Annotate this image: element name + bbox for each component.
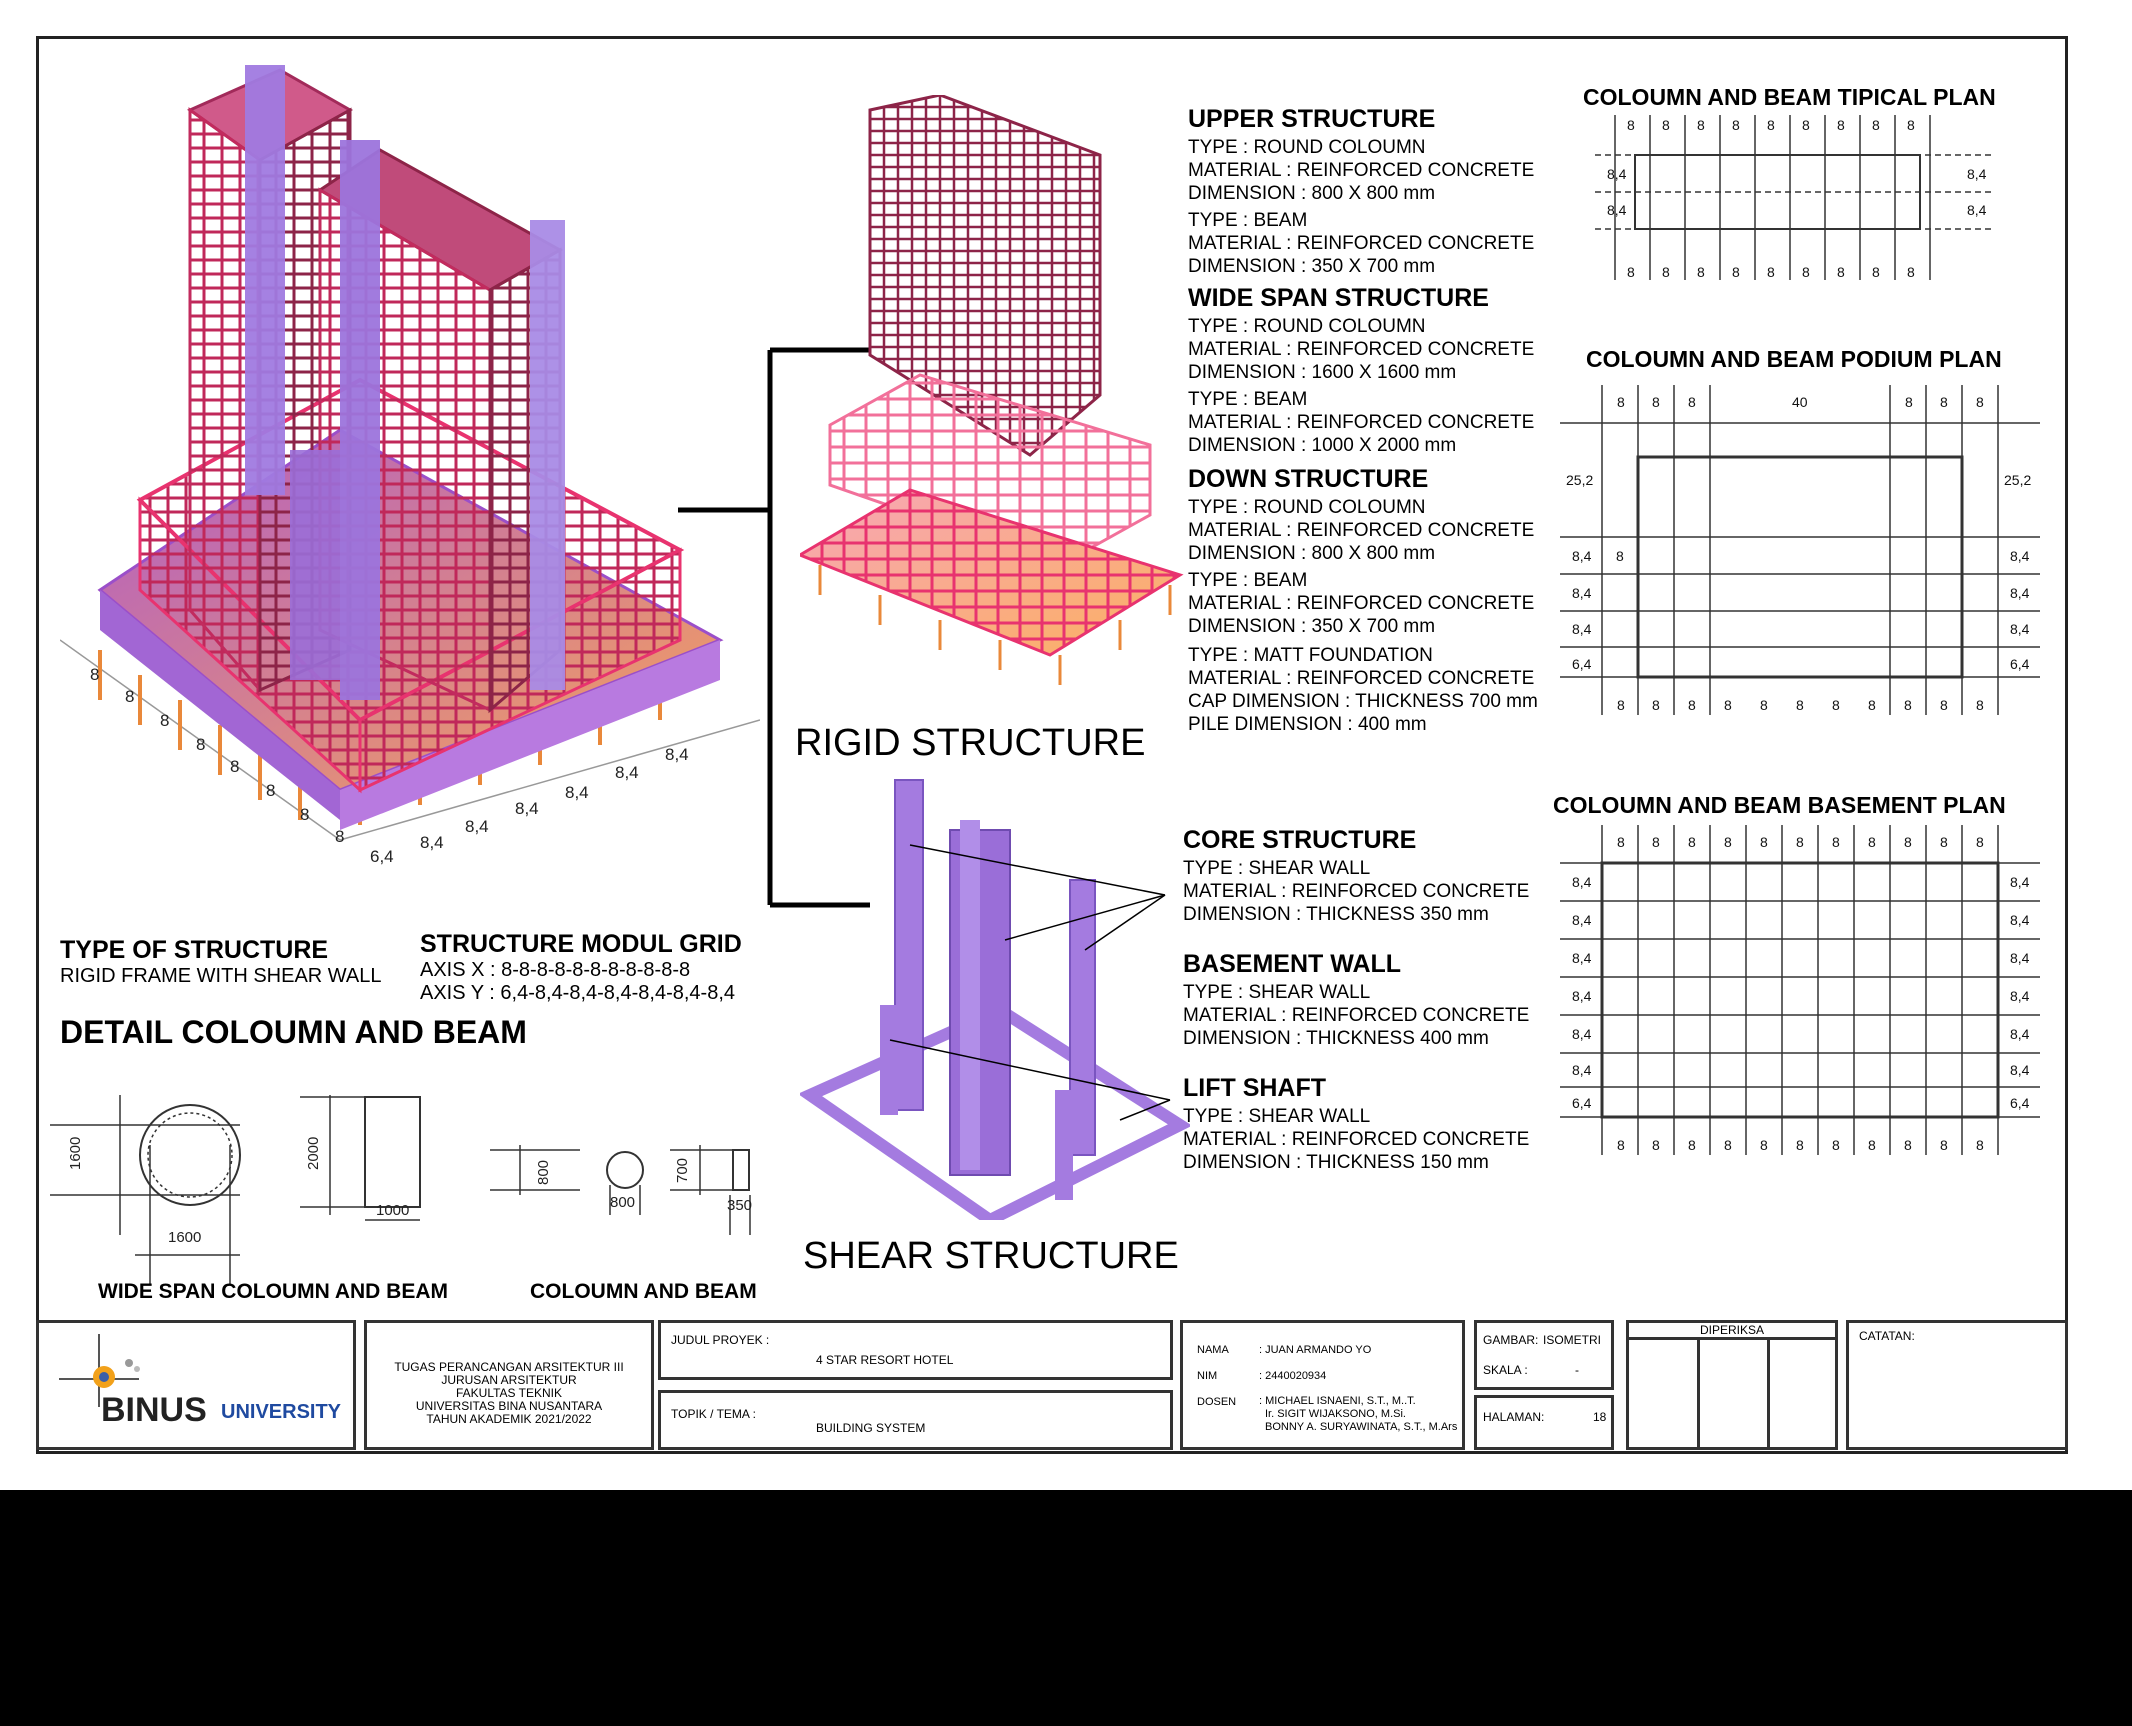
spec-line: TYPE : ROUND COLOUMN [1188, 137, 1426, 158]
typ-bottom: 8 [1627, 264, 1635, 280]
pod-bottom: 8 [1976, 697, 1984, 713]
gambar-box [1474, 1320, 1614, 1390]
core-structure-spec [1183, 826, 1529, 926]
course-line: JURUSAN ARSITEKTUR [441, 1373, 577, 1387]
dim-800-h: 800 [610, 1194, 636, 1211]
basement-plan [1560, 825, 2040, 1170]
pod-top: 8 [1688, 394, 1696, 410]
pod-left: 6,4 [1572, 656, 1592, 672]
bsm-left: 8,4 [1572, 988, 1592, 1004]
diperiksa-label: DIPERIKSA [1699, 1323, 1765, 1337]
spec-line: DIMENSION : THICKNESS 350 mm [1183, 904, 1489, 925]
svg-text:8: 8 [266, 781, 276, 800]
dim-1600-h: 1600 [168, 1229, 202, 1246]
svg-text:8: 8 [125, 687, 135, 706]
halaman-value: 18 [1593, 1410, 1607, 1424]
core-structure-title: CORE STRUCTURE [1183, 826, 1417, 854]
typ-bottom: 8 [1697, 264, 1705, 280]
svg-text:8,4: 8,4 [465, 817, 489, 836]
dim-1600-v: 1600 [67, 1136, 84, 1170]
catatan-label: CATATAN: [1859, 1329, 1915, 1343]
topik-value: BUILDING SYSTEM [816, 1421, 926, 1435]
spec-line: MATERIAL : REINFORCED CONCRETE [1183, 881, 1530, 902]
typ-top: 8 [1697, 117, 1705, 133]
judul-value: 4 STAR RESORT HOTEL [816, 1353, 954, 1367]
svg-text:8: 8 [90, 665, 100, 684]
typ-top: 8 [1802, 117, 1810, 133]
course-box [364, 1320, 654, 1450]
coloumn-beam-caption: COLOUMN AND BEAM [530, 1280, 757, 1303]
svg-text:8,4: 8,4 [615, 763, 639, 782]
pod-bottom: 8 [1724, 697, 1732, 713]
spec-line: TYPE : SHEAR WALL [1183, 982, 1371, 1003]
bsm-bottom: 8 [1832, 1137, 1840, 1153]
bsm-bottom: 8 [1940, 1137, 1948, 1153]
svg-text:8: 8 [300, 805, 310, 824]
catatan-box [1846, 1320, 2068, 1450]
dim-800-v: 800 [535, 1159, 552, 1185]
topik-label: TOPIK / TEMA : [671, 1407, 756, 1421]
basement-plan-title: COLOUMN AND BEAM BASEMENT PLAN [1553, 792, 2006, 818]
bsm-left: 8,4 [1572, 1026, 1592, 1042]
spec-line: TYPE : SHEAR WALL [1183, 858, 1371, 879]
spec-line: MATERIAL : REINFORCED CONCRETE [1183, 1005, 1530, 1026]
typical-plan [1595, 115, 1995, 290]
typ-bottom: 8 [1872, 264, 1880, 280]
pod-bottom: 8 [1904, 697, 1912, 713]
svg-text:6,4: 6,4 [370, 847, 394, 866]
podium-plan-title: COLOUMN AND BEAM PODIUM PLAN [1586, 346, 2002, 372]
bsm-right: 8,4 [2010, 988, 2030, 1004]
spec-line: TYPE : BEAM [1188, 570, 1308, 591]
bsm-top: 8 [1868, 834, 1876, 850]
course-line: TAHUN AKADEMIK 2021/2022 [426, 1412, 592, 1426]
logo-university: UNIVERSITY [221, 1401, 342, 1423]
pod-bottom: 8 [1688, 697, 1696, 713]
judul-box [658, 1320, 1173, 1380]
bsm-right: 8,4 [2010, 874, 2030, 890]
nim-label: NIM [1197, 1370, 1218, 1382]
spec-line: MATERIAL : REINFORCED CONCRETE [1188, 593, 1535, 614]
spec-line: DIMENSION : THICKNESS 150 mm [1183, 1152, 1489, 1173]
typ-bottom: 8 [1837, 264, 1845, 280]
spec-line: TYPE : BEAM [1188, 210, 1308, 231]
bsm-left: 8,4 [1572, 874, 1592, 890]
rigid-structure-label: RIGID STRUCTURE [795, 722, 1146, 764]
svg-text:8: 8 [196, 735, 206, 754]
nama-value: : JUAN ARMANDO YO [1259, 1344, 1372, 1356]
skala-label: SKALA : [1483, 1363, 1528, 1377]
svg-text:8,4: 8,4 [665, 745, 689, 764]
logo-box [36, 1320, 356, 1450]
pod-bottom: 8 [1940, 697, 1948, 713]
spec-line: MATERIAL : REINFORCED CONCRETE [1183, 1129, 1530, 1150]
basement-wall-spec [1183, 950, 1529, 1050]
bsm-bottom: 8 [1868, 1137, 1876, 1153]
halaman-box [1474, 1395, 1614, 1450]
bsm-left: 8,4 [1572, 1062, 1592, 1078]
type-of-structure-title: TYPE OF STRUCTURE [60, 936, 329, 964]
shear-structure-exploded [800, 770, 1190, 1220]
divider [1697, 1337, 1700, 1447]
wide-span-spec [1188, 284, 1534, 457]
typ-bottom: 8 [1732, 264, 1740, 280]
axis-y: AXIS Y : 6,4-8,4-8,4-8,4-8,4-8,4-8,4 [420, 982, 735, 1004]
typ-top: 8 [1837, 117, 1845, 133]
dosen-line: : MICHAEL ISNAENI, S.T., M..T. [1259, 1395, 1416, 1407]
spec-line: DIMENSION : 800 X 800 mm [1188, 543, 1436, 564]
nama-label: NAMA [1197, 1344, 1229, 1356]
type-of-structure [60, 936, 382, 988]
spec-line: PILE DIMENSION : 400 mm [1188, 714, 1427, 735]
bsm-top: 8 [1796, 834, 1804, 850]
bsm-left: 8,4 [1572, 950, 1592, 966]
typ-top: 8 [1732, 117, 1740, 133]
pod-bottom: 8 [1617, 697, 1625, 713]
bsm-bottom: 8 [1760, 1137, 1768, 1153]
bsm-top: 8 [1940, 834, 1948, 850]
bsm-top: 8 [1760, 834, 1768, 850]
pod-left: 8,4 [1572, 548, 1592, 564]
logo-binus: BINUS [101, 1391, 207, 1429]
dim-1000: 1000 [376, 1202, 410, 1219]
wide-span-caption: WIDE SPAN COLOUMN AND BEAM [98, 1280, 448, 1303]
dim-350: 350 [727, 1197, 753, 1214]
pod-left: 25,2 [1566, 472, 1594, 488]
spec-line: CAP DIMENSION : THICKNESS 700 mm [1188, 691, 1538, 712]
divider [1767, 1337, 1770, 1447]
upper-structure-title: UPPER STRUCTURE [1188, 105, 1436, 133]
bsm-top: 8 [1724, 834, 1732, 850]
pod-top: 8 [1617, 394, 1625, 410]
bsm-right: 8,4 [2010, 1062, 2030, 1078]
structure-modul-grid [420, 930, 742, 1005]
svg-text:8,4: 8,4 [565, 783, 589, 802]
detail-title: DETAIL COLOUMN AND BEAM [60, 1014, 527, 1050]
spec-line: DIMENSION : 800 X 800 mm [1188, 183, 1436, 204]
axis-x: AXIS X : 8-8-8-8-8-8-8-8-8-8-8 [420, 959, 691, 981]
typ-bottom: 8 [1907, 264, 1915, 280]
bsm-bottom: 8 [1688, 1137, 1696, 1153]
spec-line: DIMENSION : 1600 X 1600 mm [1188, 362, 1457, 383]
spec-line: DIMENSION : 350 X 700 mm [1188, 616, 1436, 637]
bsm-bottom: 8 [1796, 1137, 1804, 1153]
pod-right: 8,4 [2010, 621, 2030, 637]
typical-plan-title: COLOUMN AND BEAM TIPICAL PLAN [1583, 84, 1996, 110]
bsm-top: 8 [1976, 834, 1984, 850]
shear-structure-label: SHEAR STRUCTURE [803, 1235, 1179, 1277]
bsm-top: 8 [1688, 834, 1696, 850]
pod-inner: 8 [1616, 548, 1624, 564]
down-structure-title: DOWN STRUCTURE [1188, 465, 1429, 493]
dim-700: 700 [674, 1157, 691, 1183]
spec-line: DIMENSION : 350 X 700 mm [1188, 256, 1436, 277]
typ-top: 8 [1627, 117, 1635, 133]
judul-label: JUDUL PROYEK : [671, 1333, 770, 1347]
pod-bottom: 8 [1832, 697, 1840, 713]
type-of-structure-value: RIGID FRAME WITH SHEAR WALL [60, 965, 382, 987]
isometric-building [60, 50, 760, 910]
spec-line: MATERIAL : REINFORCED CONCRETE [1188, 339, 1535, 360]
typ-bottom: 8 [1662, 264, 1670, 280]
bsm-bottom: 8 [1652, 1137, 1660, 1153]
svg-text:8: 8 [160, 711, 170, 730]
spec-line: DIMENSION : 1000 X 2000 mm [1188, 435, 1457, 456]
bsm-left: 6,4 [1572, 1095, 1592, 1111]
bsm-right: 8,4 [2010, 950, 2030, 966]
pod-left: 8,4 [1572, 585, 1592, 601]
bsm-bottom: 8 [1724, 1137, 1732, 1153]
svg-text:8,4: 8,4 [515, 799, 539, 818]
spec-line: TYPE : SHEAR WALL [1183, 1106, 1371, 1127]
bsm-top: 8 [1652, 834, 1660, 850]
rigid-structure-exploded [800, 95, 1190, 715]
dosen-line: Ir. SIGIT WIJAKSONO, M.Si. [1265, 1408, 1406, 1420]
modul-grid-title: STRUCTURE MODUL GRID [420, 930, 742, 958]
typ-right: 8,4 [1967, 202, 1987, 218]
bsm-right: 8,4 [2010, 912, 2030, 928]
typ-left: 8,4 [1607, 166, 1627, 182]
svg-text:8,4: 8,4 [420, 833, 444, 852]
pod-top: 8 [1976, 394, 1984, 410]
pod-bottom: 8 [1652, 697, 1660, 713]
spec-line: TYPE : BEAM [1188, 389, 1308, 410]
spec-line: TYPE : MATT FOUNDATION [1188, 645, 1433, 666]
lift-shaft-spec [1183, 1074, 1529, 1174]
spec-line: TYPE : ROUND COLOUMN [1188, 497, 1426, 518]
student-box [1180, 1320, 1465, 1450]
skala-value: - [1575, 1363, 1579, 1377]
spec-line: DIMENSION : THICKNESS 400 mm [1183, 1028, 1489, 1049]
spec-line: MATERIAL : REINFORCED CONCRETE [1188, 668, 1535, 689]
dosen-line: BONNY A. SURYAWINATA, S.T., M.Ars [1265, 1421, 1458, 1433]
typ-top: 8 [1907, 117, 1915, 133]
pod-right: 6,4 [2010, 656, 2030, 672]
bsm-left: 8,4 [1572, 912, 1592, 928]
course-info [367, 1361, 651, 1426]
dosen-label: DOSEN [1197, 1396, 1237, 1408]
wide-span-title: WIDE SPAN STRUCTURE [1188, 284, 1489, 312]
typ-top: 8 [1767, 117, 1775, 133]
bsm-bottom: 8 [1904, 1137, 1912, 1153]
gambar-label: GAMBAR: [1483, 1333, 1539, 1347]
gambar-value: ISOMETRI [1543, 1333, 1602, 1347]
course-line: TUGAS PERANCANGAN ARSITEKTUR III [394, 1360, 624, 1374]
basement-wall-title: BASEMENT WALL [1183, 950, 1402, 978]
pod-top: 8 [1905, 394, 1913, 410]
course-line: FAKULTAS TEKNIK [455, 1386, 563, 1400]
topik-box [658, 1390, 1173, 1450]
svg-text:8: 8 [335, 827, 345, 846]
bsm-top: 8 [1832, 834, 1840, 850]
upper-structure-spec [1188, 105, 1534, 278]
spec-line: TYPE : ROUND COLOUMN [1188, 316, 1426, 337]
dim-2000: 2000 [305, 1136, 322, 1170]
diperiksa-box [1626, 1320, 1838, 1450]
spec-line: MATERIAL : REINFORCED CONCRETE [1188, 520, 1535, 541]
dosen-list [1259, 1395, 1457, 1434]
typ-bottom: 8 [1802, 264, 1810, 280]
lift-shaft-title: LIFT SHAFT [1183, 1074, 1327, 1102]
halaman-label: HALAMAN: [1483, 1410, 1545, 1424]
spec-line: MATERIAL : REINFORCED CONCRETE [1188, 160, 1535, 181]
pod-bottom: 8 [1760, 697, 1768, 713]
nim-value: : 2440020934 [1259, 1370, 1327, 1382]
svg-text:8: 8 [230, 757, 240, 776]
bsm-right: 6,4 [2010, 1095, 2030, 1111]
bsm-top: 8 [1617, 834, 1625, 850]
pod-bottom: 8 [1796, 697, 1804, 713]
pod-right: 8,4 [2010, 585, 2030, 601]
typ-left: 8,4 [1607, 202, 1627, 218]
spec-line: MATERIAL : REINFORCED CONCRETE [1188, 412, 1535, 433]
pod-right: 25,2 [2004, 472, 2032, 488]
typ-top: 8 [1662, 117, 1670, 133]
pod-top: 8 [1652, 394, 1660, 410]
pod-top: 40 [1792, 394, 1808, 410]
bsm-top: 8 [1904, 834, 1912, 850]
bsm-bottom: 8 [1976, 1137, 1984, 1153]
spec-line: MATERIAL : REINFORCED CONCRETE [1188, 233, 1535, 254]
bsm-right: 8,4 [2010, 1026, 2030, 1042]
pod-top: 8 [1940, 394, 1948, 410]
typ-top: 8 [1872, 117, 1880, 133]
typ-right: 8,4 [1967, 166, 1987, 182]
podium-plan [1560, 385, 2040, 730]
bsm-bottom: 8 [1617, 1137, 1625, 1153]
pod-right: 8,4 [2010, 548, 2030, 564]
pod-left: 8,4 [1572, 621, 1592, 637]
course-line: UNIVERSITAS BINA NUSANTARA [415, 1399, 603, 1413]
down-structure-spec [1188, 465, 1538, 736]
typ-bottom: 8 [1767, 264, 1775, 280]
pod-bottom: 8 [1868, 697, 1876, 713]
